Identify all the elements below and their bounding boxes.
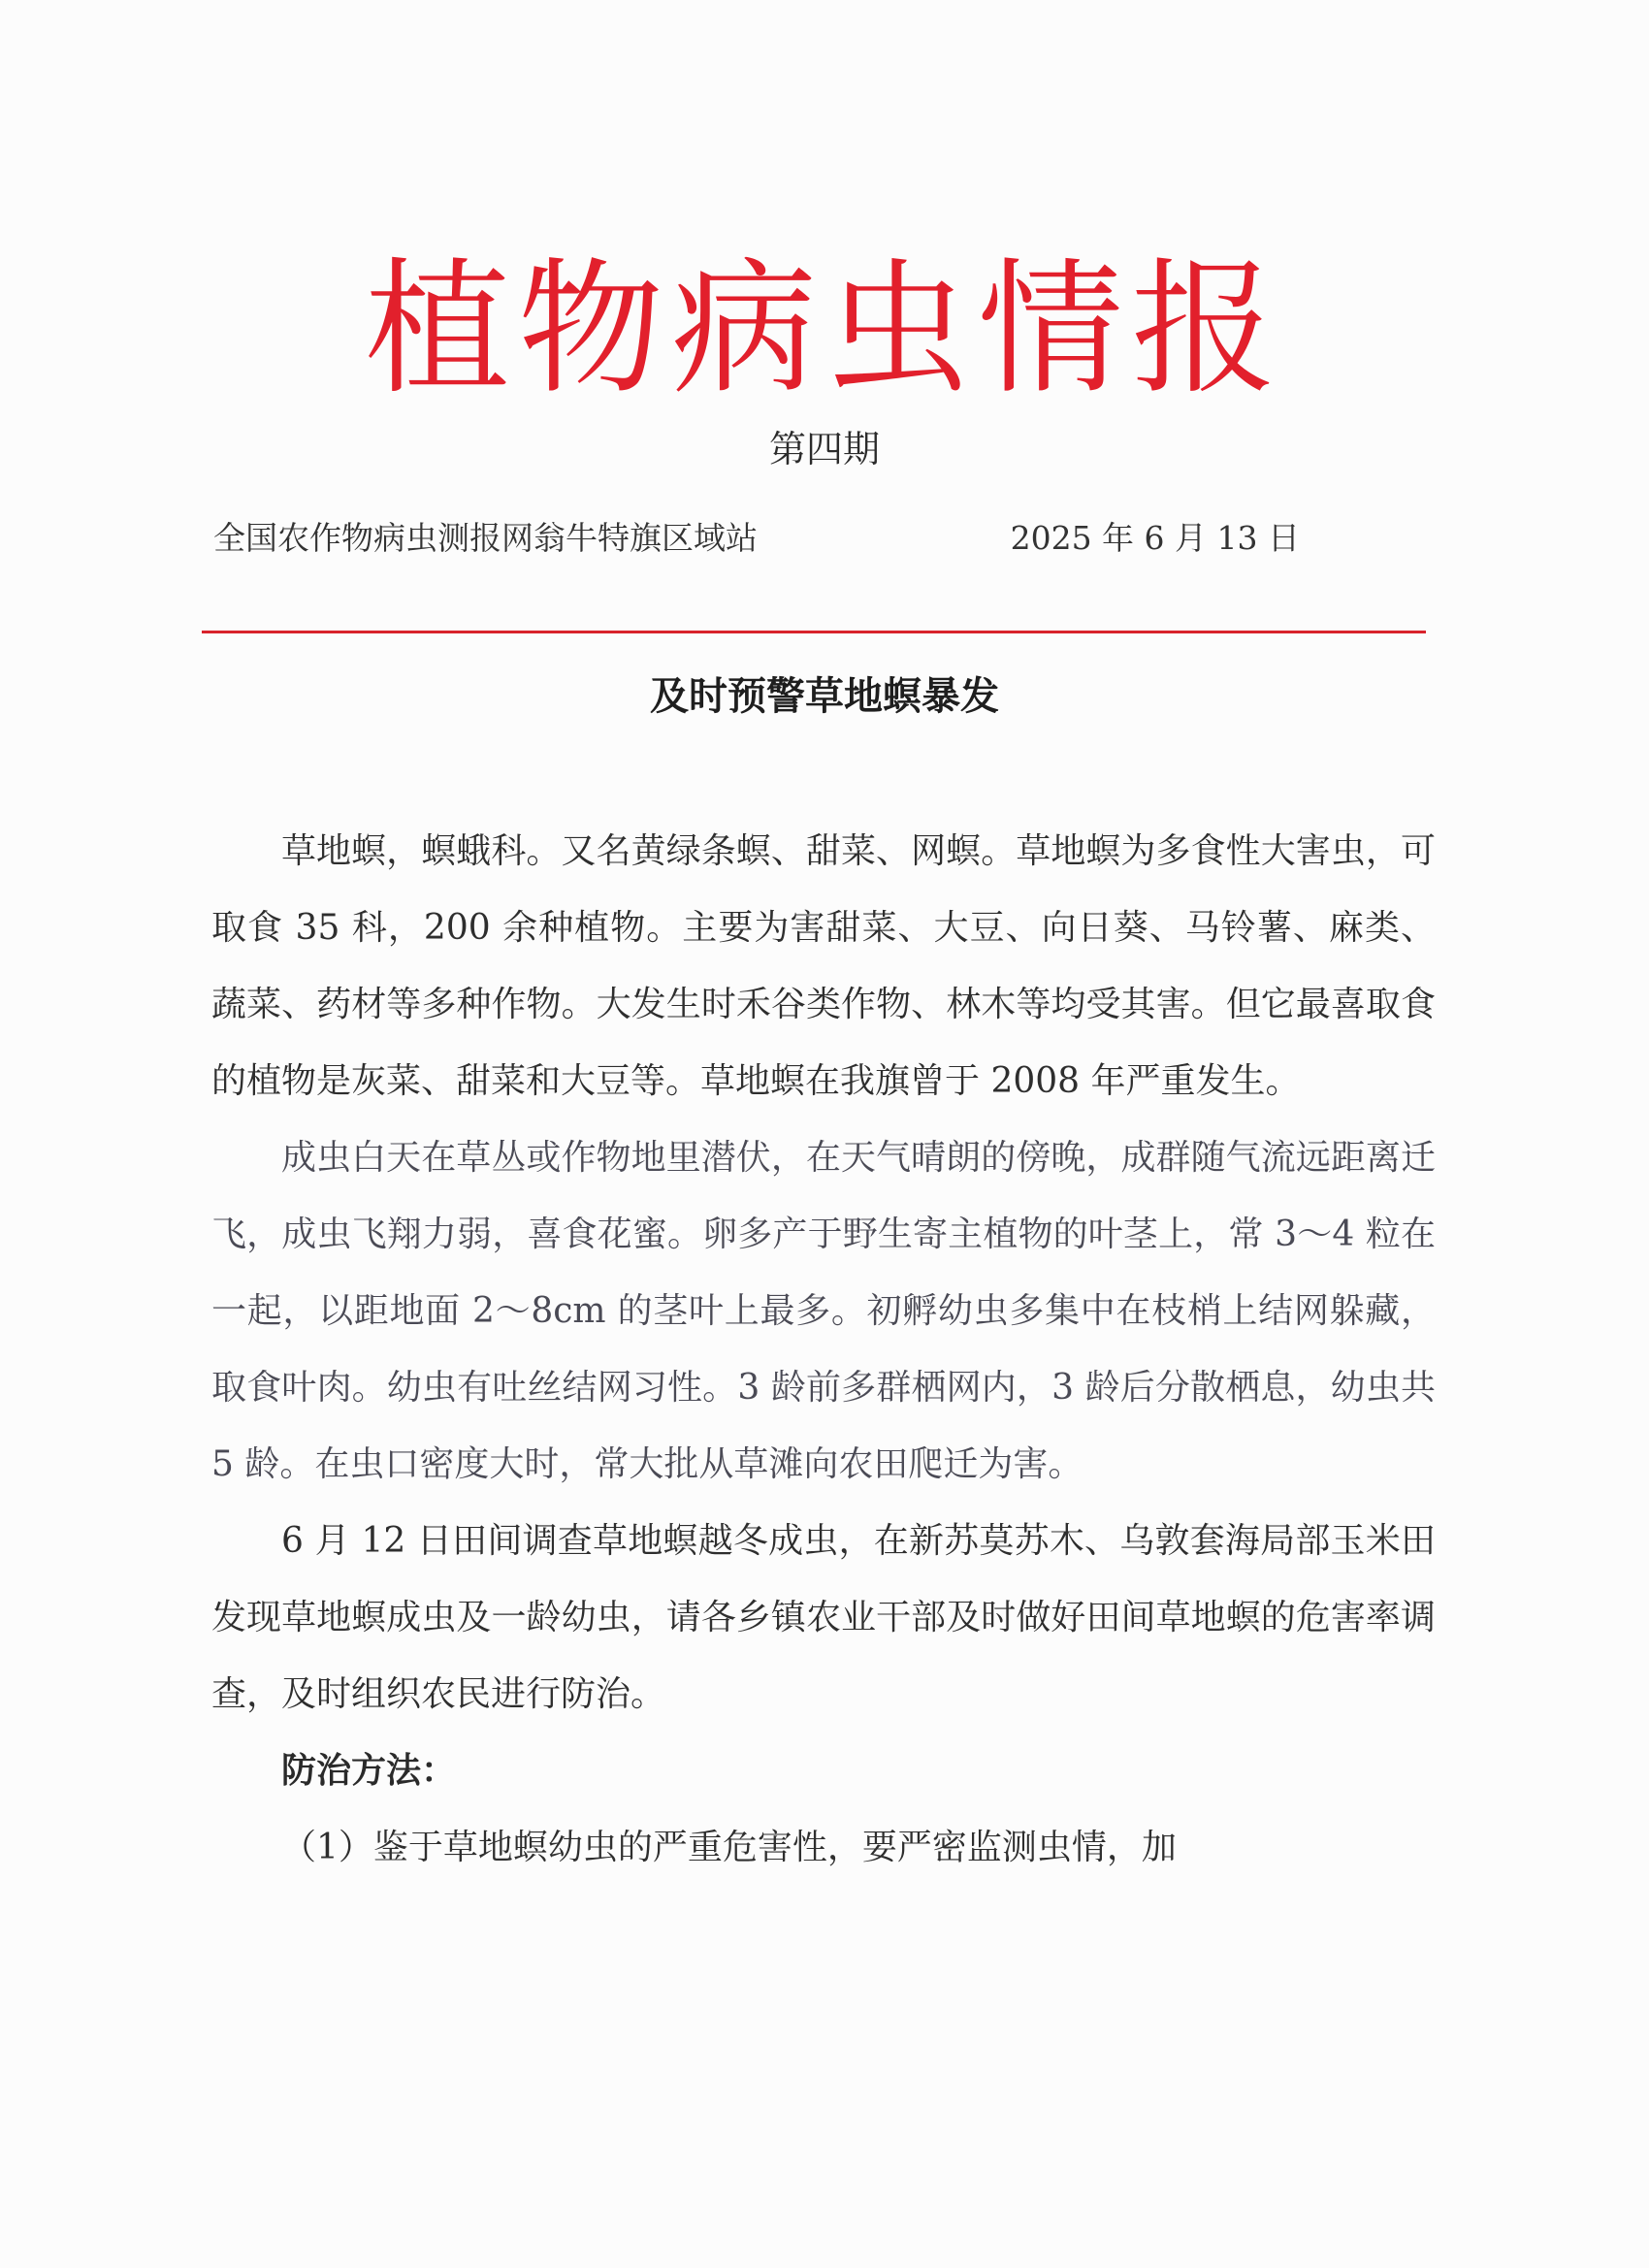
control-methods-heading: 防治方法：	[281, 1750, 457, 1791]
paragraph-overview: 草地螟，螟蛾科。又名黄绿条螟、甜菜、网螟。草地螟为多食性大害虫，可取食 35 科，200 余种植物。主要为害甜菜、大豆、向日葵、马铃薯、麻类、蔬菜、药材等多种作物。大发生时禾谷类作物、林木等均受其害。但它最喜取食的植物是灰菜、甜菜和大豆等。草地螟在我旗曾于 2008 年严重发生。	[211, 831, 1436, 1101]
header-divider	[202, 631, 1426, 633]
paragraph-survey: 6 月 12 日田间调查草地螟越冬成虫，在新苏莫苏木、乌敦套海局部玉米田发现草地螟成虫及一龄幼虫，请各乡镇农业干部及时做好田间草地螟的危害率调查，及时组织农民进行防治。	[211, 1521, 1436, 1714]
article-title: 及时预警草地螟暴发	[650, 674, 999, 719]
paragraph-biology: 成虫白天在草丛或作物地里潜伏，在天气晴朗的傍晚，成群随气流远距离迁飞，成虫飞翔力弱，喜食花蜜。卵多产于野生寄主植物的叶茎上，常 3～4 粒在一起，以距地面 2～8cm 的茎叶上最多。初孵幼虫多集中在枝梢上结网躲藏，取食叶肉。幼虫有吐丝结网习性。3 龄前多群栖网内，3 龄后分散栖息，幼虫共 5 龄。在虫口密度大时，常大批从草滩向农田爬迁为害。	[211, 1138, 1436, 1484]
publication-date: 2025 年 6 月 13 日	[1010, 519, 1300, 557]
article-body	[211, 813, 1436, 1886]
masthead-title: 植物病虫情报	[364, 245, 1284, 414]
organization-name: 全国农作物病虫测报网翁牛特旗区域站	[213, 519, 758, 557]
issue-number: 第四期	[768, 428, 880, 470]
publication-meta	[213, 514, 1300, 563]
control-method-1: （1）鉴于草地螟幼虫的严重危害性，要严密监测虫情，加	[281, 1828, 1177, 1867]
